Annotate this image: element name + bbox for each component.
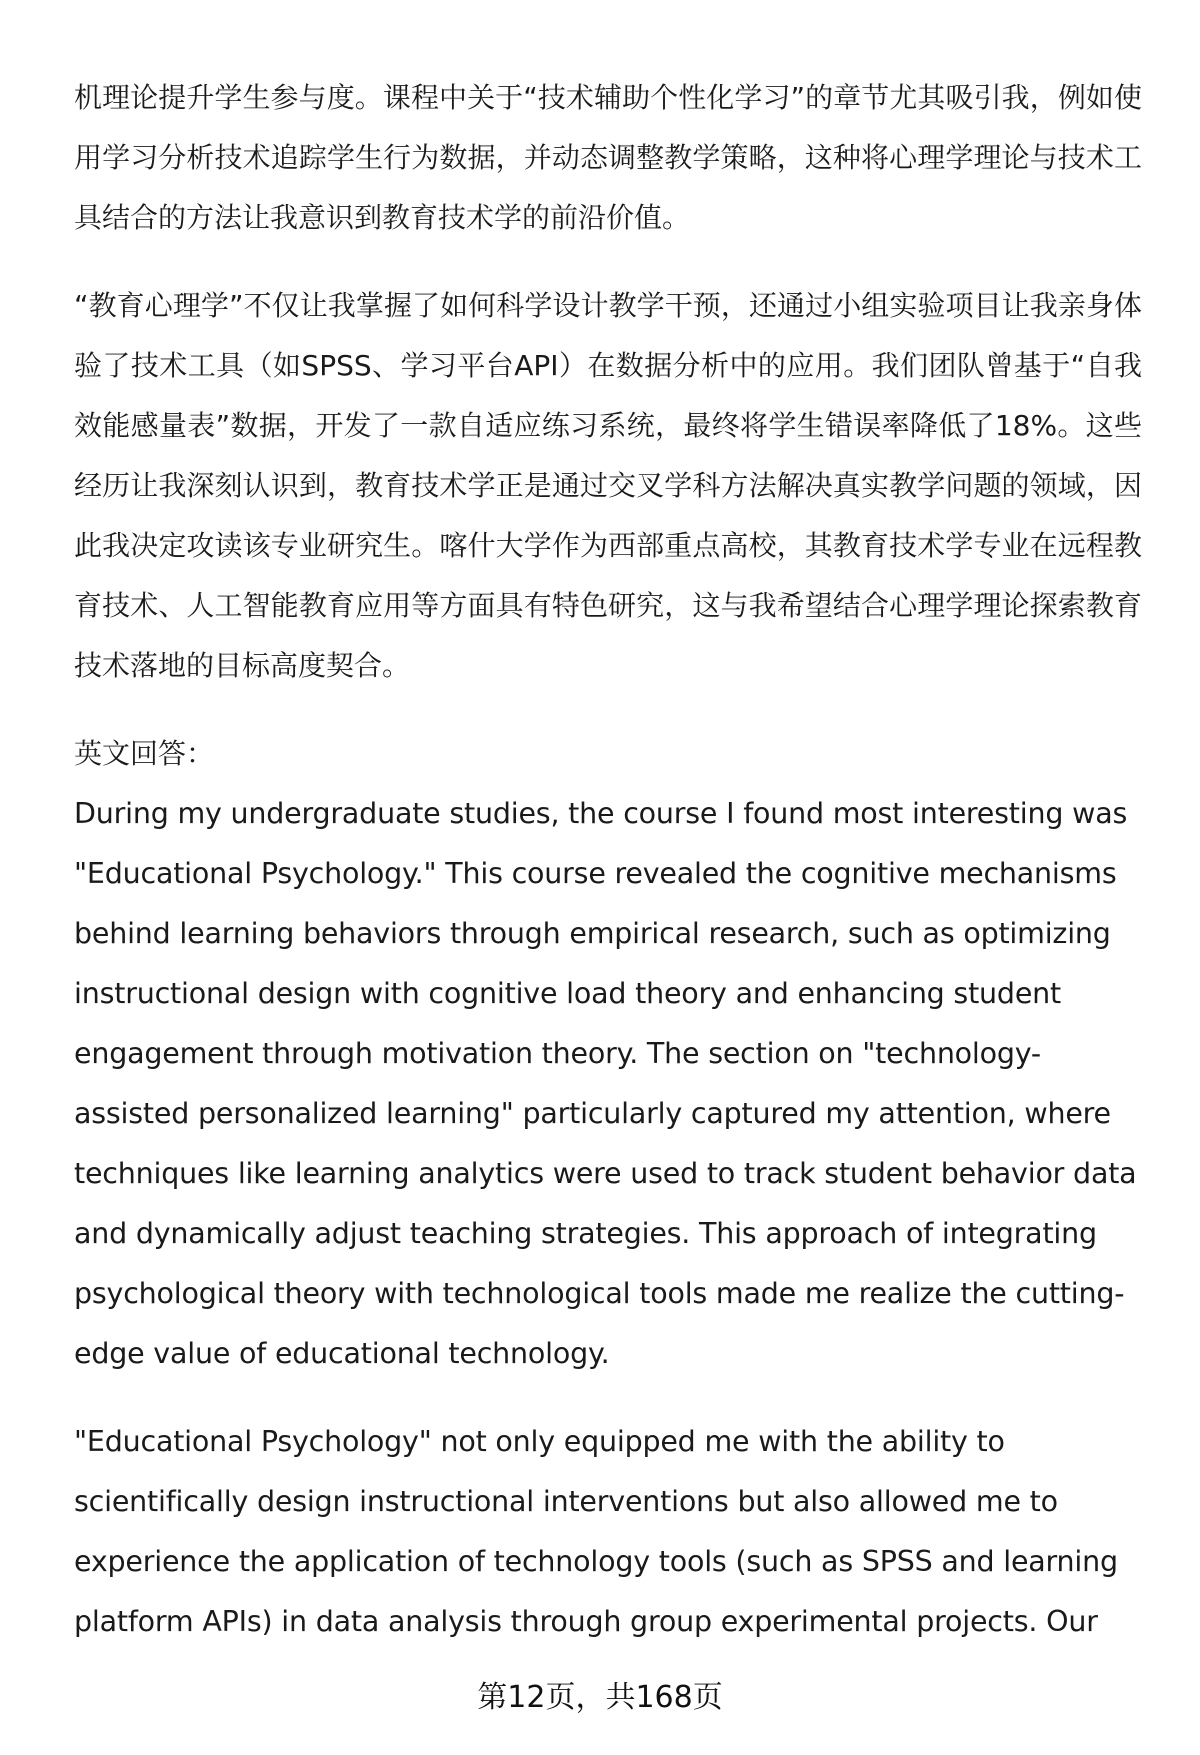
chinese-paragraph-2: “教育心理学”不仅让我掌握了如何科学设计教学干预，还通过小组实验项目让我亲身体验了技术工具（如SPSS、学习平台API）在数据分析中的应用。我们团队曾基于“自我效能感量表”数据，开发了一款自适应练习系统，最终将学生错误率降低了18%。这些经历让我深刻认识到，教育技术学正是通过交叉学科方法解决真实教学问题的领域，因此我决定攻读该专业研究生。喀什大学作为西部重点高校，其教育技术学专业在远程教育技术、人工智能教育应用等方面具有特色研究，这与我希望结合心理学理论探索教育技术落地的目标高度契合。 [74, 289, 1142, 682]
page-content [74, 68, 1142, 1652]
english-answer-heading: 英文回答： [74, 737, 215, 770]
chinese-paragraph-1: 机理论提升学生参与度。课程中关于“技术辅助个性化学习”的章节尤其吸引我，例如使用学习分析技术追踪学生行为数据，并动态调整教学策略，这种将心理学理论与技术工具结合的方法让我意识到教育技术学的前沿价值。 [74, 81, 1142, 234]
page-number-footer: 第12页，共168页 [477, 1680, 723, 1715]
english-paragraph-2: "Educational Psychology" not only equipped me with the ability to scientifically design instructional interventions but also allowed me to experience the application of technology tools (such as SPSS and learning platform APIs) in data analysis through group experimental projects. Our [74, 1425, 1118, 1638]
english-paragraph-1: During my undergraduate studies, the course I found most interesting was "Educational Psychology." This course revealed the cognitive mechanisms behind learning behaviors through empirical research, such as optimizing instructional design with cognitive load theory and enhancing student engagement through motivation theory. The section on "technology-assisted personalized learning" particularly captured my attention, where techniques like learning analytics were used to track student behavior data and dynamically adjust teaching strategies. This approach of integrating psychological theory with technological tools made me realize the cutting-edge value of educational technology. [74, 797, 1137, 1370]
